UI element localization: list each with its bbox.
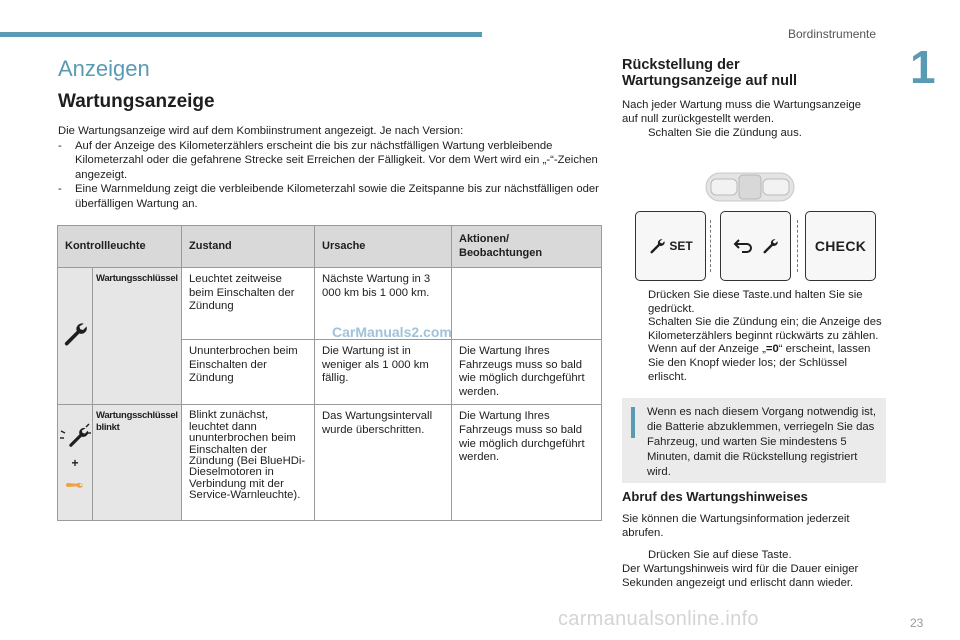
page-title: Anzeigen (58, 56, 150, 81)
set-label: SET (669, 239, 693, 253)
col-header-ursache: Ursache (315, 226, 452, 268)
header-accent-bar (0, 32, 482, 37)
aktion-cell: Die Wartung Ihres Fahrzeugs muss so bald wie möglich durchgeführt werden. (452, 340, 602, 405)
footer-watermark: carmanualsonline.info (558, 608, 759, 630)
blinking-wrench-icon (58, 423, 92, 453)
recall-step: Drücken Sie auf diese Taste. (648, 549, 792, 561)
col-header-zustand: Zustand (182, 226, 315, 268)
return-wrench-button[interactable] (720, 211, 791, 281)
aktion-cell: Die Wartung Ihres Fahrzeugs muss so bald wie möglich durchgeführt werden. (452, 405, 602, 521)
table-row (58, 405, 602, 521)
reset-heading: Rückstellung der Wartungsanzeige auf null (622, 57, 798, 89)
zustand-cell: Leuchtet zeitweise beim Einschalten der Zündung (182, 268, 315, 340)
wrench-icon (61, 320, 89, 348)
recall-text: Sie können die Wartungsinformation jederzeit abrufen. (622, 513, 850, 539)
section-label: Bordinstrumente (788, 27, 877, 41)
reset-step-1: Drücken Sie diese Taste.und halten Sie sie gedrückt. (648, 289, 863, 315)
wrench-icon (648, 237, 666, 255)
recall-steps (622, 549, 892, 590)
intro-bullet-2: - Eine Warnmeldung zeigt die verbleibende Kilometerzahl sowie die Zeitspanne bis zur nächstfälligen oder überfälligen Wartung an. (58, 183, 599, 210)
reset-intro (622, 98, 872, 140)
recall-heading: Abruf des Wartungshinweises (622, 489, 808, 504)
intro-line: Die Wartungsanzeige wird auf dem Kombiinstrument angezeigt. Je nach Version: (58, 125, 464, 137)
section-heading: Wartungsanzeige (58, 91, 215, 112)
wrench-icon (761, 237, 779, 255)
reset-step-0: Schalten Sie die Zündung aus. (648, 127, 802, 139)
zustand-cell: Ununterbrochen beim Einschalten der Zündung (182, 340, 315, 405)
zustand-cell: Blinkt zunächst, leuchtet dann ununterbrochen beim Einschalten der Zündung (Bei BlueHDi-Dieselmotoren in Verbindung mit der Service-Warnleuchte). (182, 405, 315, 521)
intro-bullet-1: - Auf der Anzeige des Kilometerzählers erscheint die bis zur nächstfälligen Wartung verbleibende Kilometerzahl oder die gefahrene Strecke seit Erreichen der Fälligkeit. Vor dem Wert wird ein „-“-Zeichen angezeigt. (58, 139, 598, 181)
intro-text (58, 124, 603, 211)
control-panel-illustration (705, 170, 795, 204)
check-button[interactable]: CHECK (805, 211, 876, 281)
aktion-cell (452, 268, 602, 340)
info-text: Wenn es nach diesem Vorgang notwendig ist, die Batterie abzuklemmen, verriegeln Sie das Fahrzeug, und warten Sie mindestens 5 Minuten, damit die Rückstellung registriert wird. (647, 406, 877, 478)
col-header-aktionen: Aktionen/ Beobachtungen (452, 226, 602, 268)
table-row (58, 268, 602, 340)
chapter-number: 1 (910, 41, 936, 93)
reset-step-3: Wenn auf der Anzeige „=0“ erscheint, lassen Sie den Knopf wieder los; der Schlüssel erlischt. (648, 343, 871, 383)
separator (710, 220, 711, 272)
page-number: 23 (910, 616, 924, 630)
light-name: Wartungsschlüssel blinkt (93, 405, 182, 521)
ursache-cell: Die Wartung ist in weniger als 1 000 km fällig. (315, 340, 452, 405)
return-arrow-icon (733, 237, 755, 255)
reset-text: Nach jeder Wartung muss die Wartungsanzeige auf null zurückgestellt werden. (622, 99, 862, 125)
warning-light-table (57, 225, 602, 521)
info-icon (631, 407, 635, 438)
ursache-cell: Nächste Wartung in 3 000 km bis 1 000 km. (315, 268, 452, 340)
reset-step-2: Schalten Sie die Zündung ein; die Anzeige des Kilometerzählers beginnt rückwärts zu zählen. (648, 316, 882, 342)
info-box (622, 398, 886, 483)
plus-sign: + (71, 455, 79, 470)
col-header-kontrollleuchte: Kontrollleuchte (58, 226, 182, 268)
set-button[interactable] (635, 211, 706, 281)
separator (797, 220, 798, 272)
wrench-icon-cell (58, 268, 93, 405)
reset-steps (622, 289, 884, 384)
orange-wrench-icon (60, 474, 90, 498)
table-header-row (58, 226, 602, 268)
watermark: CarManuals2.com (332, 324, 452, 340)
blinking-wrench-icon-cell (58, 405, 93, 521)
recall-result: Der Wartungshinweis wird für die Dauer einiger Sekunden angezeigt und erlischt dann wieder. (622, 562, 859, 589)
light-name: Wartungsschlüssel (93, 268, 182, 405)
ursache-cell: Das Wartungsintervall wurde überschritten. (315, 405, 452, 521)
